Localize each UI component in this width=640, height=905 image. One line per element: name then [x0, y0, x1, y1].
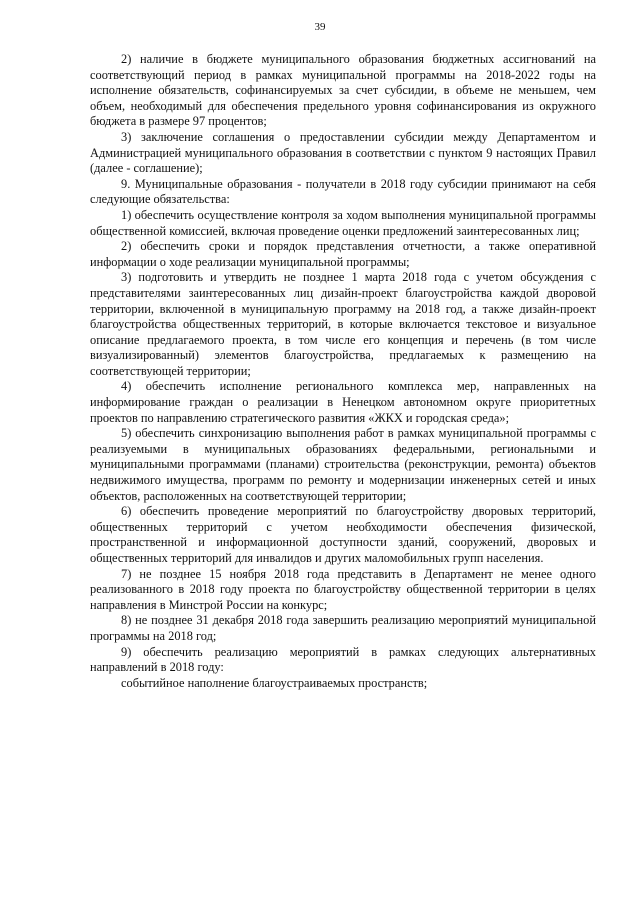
paragraph-obligation-2: 2) обеспечить сроки и порядок представления отчетности, а также оперативной информации о ходе реализации муниципальной программы;: [90, 239, 596, 269]
paragraph-obligation-5: 5) обеспечить синхронизацию выполнения работ в рамках муниципальной программы с реализуемыми в муниципальных образованиях федеральными, региональными и муниципальными программами (планами) строительства (реконструкции, ремонта) объектов недвижимого имущества, программ по ремонту и модернизации инженерных сетей и иных объектов, расположенных на соответствующей территории;: [90, 426, 596, 503]
paragraph-obligation-6: 6) обеспечить проведение мероприятий по благоустройству дворовых территорий, общественных территорий с учетом необходимости обеспечения физической, пространственной и информационной доступности зданий, сооружений, дворовых и общественных территорий для инвалидов и других маломобильных групп населения.: [90, 504, 596, 565]
paragraph-event-content: событийное наполнение благоустраиваемых пространств;: [121, 675, 428, 690]
paragraph-item-3-agreement: 3) заключение соглашения о предоставлении субсидии между Департаментом и Администрацией муниципального образования в соответствии с пунктом 9 настоящих Правил (далее - соглашение);: [90, 129, 596, 176]
paragraph-obligation-1: 1) обеспечить осуществление контроля за ходом выполнения муниципальной программы общественной комиссией, включая проведение оценки предложений заинтересованных лиц;: [90, 207, 596, 238]
paragraph-obligation-8: 8) не позднее 31 декабря 2018 года завершить реализацию мероприятий муниципальной программы на 2018 год;: [90, 613, 596, 643]
paragraph-clause-9-obligations: 9. Муниципальные образования - получатели в 2018 году субсидии принимают на себя следующие обязательства:: [90, 176, 596, 207]
paragraph-obligation-7: 7) не позднее 15 ноября 2018 года представить в Департамент не менее одного реализованного в 2018 году проекта по благоустройству общественной территории в целях направления в Минстрой России на конкурс;: [90, 566, 596, 612]
page-number: 39: [314, 21, 326, 33]
paragraph-obligation-3: 3) подготовить и утвердить не позднее 1 марта 2018 года с учетом обсуждения с представителями заинтересованных лиц дизайн-проект благоустройства каждой дворовой территории, включенной в муниципальную программу на 2018 год, а также дизайн-проект благоустройства общественных территорий, в которые включается текстовое и визуальное описание предлагаемого проекта, в том числе его концепция и перечень (в том числе визуализированный) элементов благоустройства, предлагаемых к размещению на соответствующей территории;: [90, 270, 596, 378]
paragraph-obligation-9: 9) обеспечить реализацию мероприятий в рамках следующих альтернативных направлений в 2018 году:: [90, 644, 596, 675]
paragraph-item-2-budget: 2) наличие в бюджете муниципального образования бюджетных ассигнований на соответствующий период в рамках муниципальной программы на 2018-2022 годы на исполнение обязательств, софинансируемых за счет субсидии, в объеме не меньшем, чем объем, необходимый для обеспечения предельного уровня софинансирования из окружного бюджета в размере 97 процентов;: [90, 52, 596, 129]
document-body: [90, 52, 596, 691]
paragraph-obligation-4: 4) обеспечить исполнение регионального комплекса мер, направленных на информирование граждан о реализации в Ненецком автономном округе приоритетных проектов по направлению стратегического развития «ЖКХ и городская среда»;: [90, 379, 596, 425]
